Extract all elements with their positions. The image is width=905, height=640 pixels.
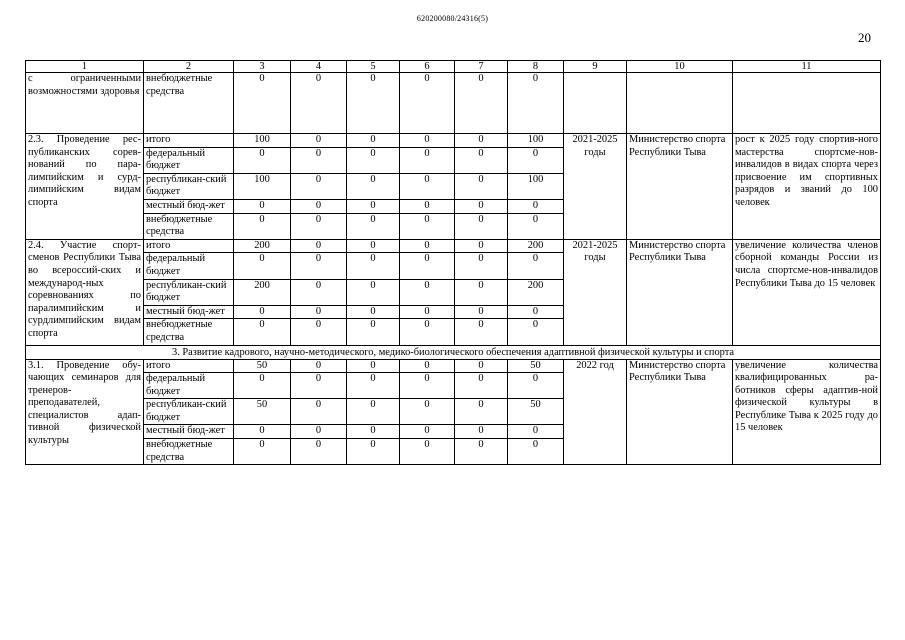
funding-source: республикан-ский бюджет: [144, 279, 234, 305]
amount-cell: 0: [455, 173, 508, 199]
amount-cell: 0: [400, 319, 455, 345]
amount-cell: 0: [455, 279, 508, 305]
table-row: [26, 134, 881, 148]
amount-cell: 0: [400, 425, 455, 439]
period-cell: [564, 73, 627, 134]
executor-cell: Министерство спорта Республики Тыва: [627, 239, 733, 345]
column-number: 2: [144, 61, 234, 73]
amount-cell: 0: [455, 425, 508, 439]
amount-cell: 0: [400, 439, 455, 465]
amount-cell: 0: [400, 199, 455, 213]
amount-cell: 0: [347, 425, 400, 439]
funding-source: внебюджетные средства: [144, 319, 234, 345]
amount-cell: 0: [455, 239, 508, 253]
amount-cell: 200: [508, 279, 564, 305]
funding-source: внебюджетные средства: [144, 213, 234, 239]
column-number-row: [26, 61, 881, 73]
funding-source: республикан-ский бюджет: [144, 173, 234, 199]
activity-title: 2.3. Проведение рес-публиканских сорев-нований по пара-лимпийским и сурд-лимпийским видам спорта: [26, 134, 144, 240]
amount-cell: 0: [508, 319, 564, 345]
amount-cell: 0: [508, 373, 564, 399]
amount-cell: 0: [347, 399, 400, 425]
page-number: 20: [858, 30, 871, 45]
amount-cell: 200: [234, 279, 291, 305]
amount-cell: 0: [400, 399, 455, 425]
result-cell: [733, 73, 881, 134]
column-number: 4: [291, 61, 347, 73]
amount-cell: 0: [400, 147, 455, 173]
column-number: 5: [347, 61, 400, 73]
amount-cell: 0: [234, 253, 291, 279]
amount-cell: 0: [400, 373, 455, 399]
amount-cell: 0: [508, 305, 564, 319]
section-heading: 3. Развитие кадрового, научно-методического, медико-биологического обеспечения адаптивной физической культуры и спорта: [26, 345, 881, 359]
amount-cell: 0: [455, 399, 508, 425]
amount-cell: 0: [400, 239, 455, 253]
result-cell: увеличение количества членов сборной команды России из числа спортсме-нов-инвалидов Республики Тыва до 15 человек: [733, 239, 881, 345]
amount-cell: 100: [234, 173, 291, 199]
amount-cell: 0: [291, 239, 347, 253]
amount-cell: 0: [347, 173, 400, 199]
activity-title: 3.1. Проведение обу-чающих семинаров для тренеров-преподавателей, специалистов адап-тивной физической культуры: [26, 359, 144, 465]
amount-cell: 0: [400, 253, 455, 279]
amount-cell: 200: [508, 239, 564, 253]
funding-source: федеральный бюджет: [144, 253, 234, 279]
amount-cell: 0: [455, 134, 508, 148]
amount-cell: 0: [291, 147, 347, 173]
amount-cell: 0: [455, 439, 508, 465]
funding-source: федеральный бюджет: [144, 373, 234, 399]
amount-cell: 0: [347, 319, 400, 345]
column-number: 9: [564, 61, 627, 73]
column-number: 6: [400, 61, 455, 73]
column-number: 3: [234, 61, 291, 73]
amount-cell: 50: [234, 399, 291, 425]
amount-cell: 0: [455, 373, 508, 399]
table-row: [26, 73, 881, 134]
amount-cell: 0: [291, 279, 347, 305]
amount-cell: 0: [347, 439, 400, 465]
amount-cell: 0: [291, 213, 347, 239]
amount-cell: 0: [291, 439, 347, 465]
column-number: 11: [733, 61, 881, 73]
amount-cell: 0: [347, 279, 400, 305]
funding-source: итого: [144, 239, 234, 253]
amount-cell: 200: [234, 239, 291, 253]
funding-source: итого: [144, 359, 234, 373]
column-number: 1: [26, 61, 144, 73]
result-cell: увеличение количества квалифицированных ра-ботников сферы адаптив-ной физической культуры в Республике Тыва к 2025 году до 15 человек: [733, 359, 881, 465]
amount-cell: 0: [347, 199, 400, 213]
amount-cell: 0: [291, 319, 347, 345]
amount-cell: 0: [291, 305, 347, 319]
funding-source: внебюджетные средства: [144, 439, 234, 465]
amount-cell: 0: [291, 359, 347, 373]
program-table: [25, 60, 881, 465]
amount-cell: 0: [234, 439, 291, 465]
period-cell: 2022 год: [564, 359, 627, 465]
amount-cell: 0: [234, 425, 291, 439]
funding-source: местный бюд-жет: [144, 199, 234, 213]
funding-source: федеральный бюджет: [144, 147, 234, 173]
funding-source: внебюджетные средства: [144, 73, 234, 134]
amount-cell: 0: [347, 147, 400, 173]
amount-cell: 0: [508, 253, 564, 279]
amount-cell: 0: [455, 359, 508, 373]
amount-cell: 0: [455, 147, 508, 173]
document-id: 620200080/24316(5): [416, 14, 489, 23]
amount-cell: 0: [234, 319, 291, 345]
amount-cell: 0: [508, 425, 564, 439]
amount-cell: 0: [291, 253, 347, 279]
period-cell: 2021-2025 годы: [564, 134, 627, 240]
amount-cell: 0: [455, 213, 508, 239]
funding-source: местный бюд-жет: [144, 305, 234, 319]
amount-cell: 0: [400, 134, 455, 148]
executor-cell: Министерство спорта Республики Тыва: [627, 134, 733, 240]
amount-cell: 0: [508, 439, 564, 465]
funding-source: местный бюд-жет: [144, 425, 234, 439]
amount-cell: 0: [400, 213, 455, 239]
funding-source: республикан-ский бюджет: [144, 399, 234, 425]
amount-cell: 0: [291, 399, 347, 425]
column-number: 7: [455, 61, 508, 73]
amount-cell: 0: [234, 199, 291, 213]
amount-cell: 0: [347, 253, 400, 279]
period-cell: 2021-2025 годы: [564, 239, 627, 345]
amount-cell: 0: [508, 199, 564, 213]
amount-cell: 0: [508, 147, 564, 173]
result-cell: рост к 2025 году спортив-ного мастерства спортсме-нов-инвалидов в видах спорта через присвоение им спортивных разрядов и званий до 100 человек: [733, 134, 881, 240]
amount-cell: 0: [234, 73, 291, 134]
column-number: 10: [627, 61, 733, 73]
amount-cell: 0: [347, 359, 400, 373]
amount-cell: 0: [347, 213, 400, 239]
amount-cell: 50: [508, 359, 564, 373]
amount-cell: 0: [400, 359, 455, 373]
executor-cell: Министерство спорта Республики Тыва: [627, 359, 733, 465]
executor-cell: [627, 73, 733, 134]
amount-cell: 0: [347, 134, 400, 148]
amount-cell: 0: [291, 373, 347, 399]
amount-cell: 0: [234, 373, 291, 399]
amount-cell: 0: [291, 134, 347, 148]
amount-cell: 0: [508, 73, 564, 134]
amount-cell: 0: [347, 373, 400, 399]
amount-cell: 100: [234, 134, 291, 148]
amount-cell: 0: [234, 305, 291, 319]
amount-cell: 0: [234, 213, 291, 239]
amount-cell: 0: [455, 73, 508, 134]
amount-cell: 0: [347, 239, 400, 253]
amount-cell: 0: [291, 73, 347, 134]
amount-cell: 0: [455, 319, 508, 345]
amount-cell: 0: [455, 253, 508, 279]
activity-title: 2.4. Участие спорт-сменов Республики Тыва во всероссий-ских и международ-ных соревнованиях по паралимпийским и сурдлимпийским видам спорта: [26, 239, 144, 345]
amount-cell: 0: [347, 305, 400, 319]
amount-cell: 0: [455, 199, 508, 213]
amount-cell: 0: [508, 213, 564, 239]
amount-cell: 0: [234, 147, 291, 173]
table-body: [26, 61, 881, 465]
amount-cell: 50: [234, 359, 291, 373]
amount-cell: 0: [347, 73, 400, 134]
amount-cell: 0: [291, 173, 347, 199]
amount-cell: 100: [508, 134, 564, 148]
column-number: 8: [508, 61, 564, 73]
table-row: [26, 239, 881, 253]
amount-cell: 0: [400, 279, 455, 305]
table-row: [26, 359, 881, 373]
amount-cell: 0: [455, 305, 508, 319]
amount-cell: 0: [291, 199, 347, 213]
amount-cell: 0: [400, 173, 455, 199]
section-heading-row: [26, 345, 881, 359]
amount-cell: 50: [508, 399, 564, 425]
funding-source: итого: [144, 134, 234, 148]
amount-cell: 100: [508, 173, 564, 199]
amount-cell: 0: [400, 73, 455, 134]
activity-title: с ограниченными возможностями здоровья: [26, 73, 144, 134]
amount-cell: 0: [400, 305, 455, 319]
amount-cell: 0: [291, 425, 347, 439]
